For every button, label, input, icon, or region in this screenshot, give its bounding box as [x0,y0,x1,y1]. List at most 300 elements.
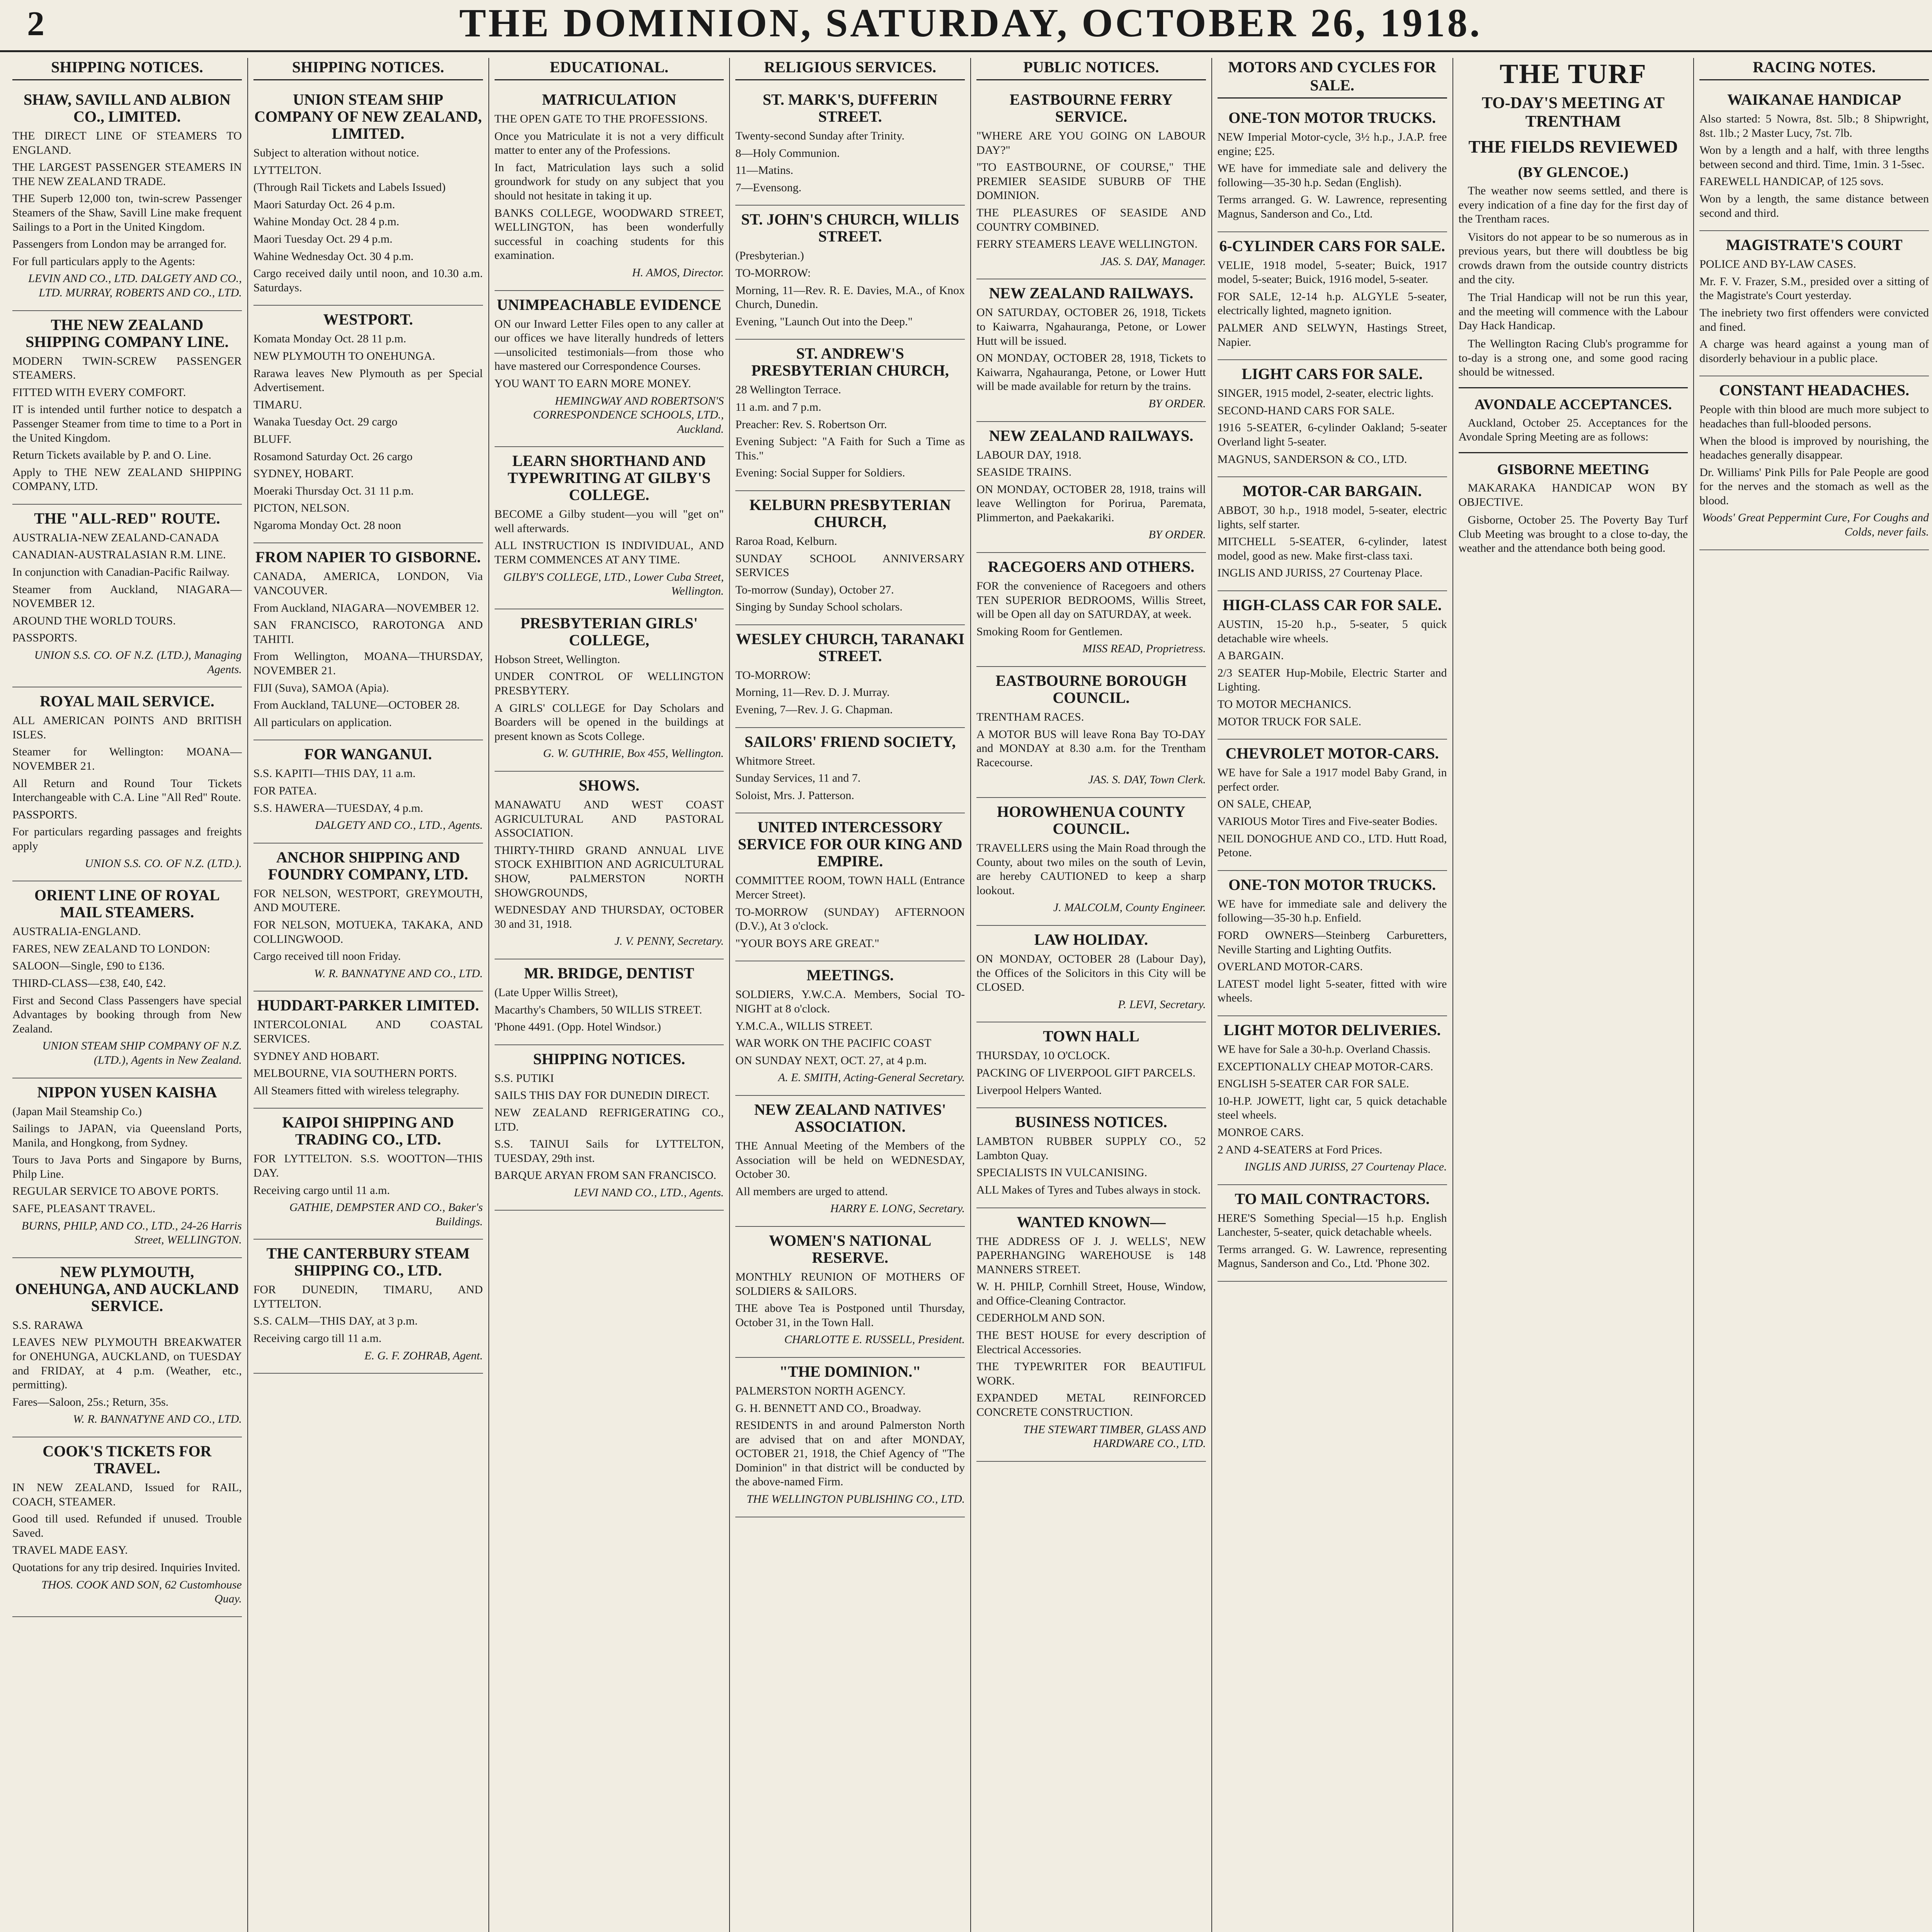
ad-line: POLICE AND BY-LAW CASES. [1699,258,1856,271]
advertisement [253,1109,483,1240]
ad-title: EASTBOURNE BOROUGH COUNCIL. [995,672,1187,707]
ad-signature: THOS. COOK AND SON, 62 Customhouse Quay. [41,1578,242,1605]
ad-line: Macarthy's Chambers, 50 WILLIS STREET. [494,1003,702,1016]
ad-line: Soloist, Mrs. J. Patterson. [735,789,854,802]
ad-line: Receiving cargo until 11 a.m. [253,1184,390,1197]
ad-line: Preacher: Rev. S. Robertson Orr. [735,418,887,431]
ad-line: FOR LYTTELTON. S.S. WOOTTON—THIS DAY. [253,1152,483,1179]
advertisement [12,881,242,1078]
ad-line: ON SALE, CHEAP, [1217,798,1312,811]
ad-line: Singing by Sunday School scholars. [735,600,903,614]
ad-line: Steamer for Wellington: MOANA—NOVEMBER 21. [12,745,242,772]
ad-line: 11 a.m. and 7 p.m. [735,400,821,413]
advertisement [1699,86,1929,231]
ad-line: CANADIAN-AUSTRALASIAN R.M. LINE. [12,548,226,561]
ad-line: ON MONDAY, OCTOBER 28, 1918, Tickets to Kaiwarra, Ngahauranga, Petone, or Lower Hutt will be made available for return by the trains. [976,352,1206,393]
ad-line: 10-H.P. JOWETT, light car, 5 quick detachable steel wheels. [1217,1094,1447,1122]
ad-line: Evening, "Launch Out into the Deep." [735,315,913,328]
advertisement [976,798,1206,926]
ad-line: BECOME a Gilby student—you will "get on" well afterwards. [494,508,724,535]
ad-line: UNDER CONTROL OF WELLINGTON PRESBYTERY. [494,670,724,697]
advertisement [735,961,965,1096]
ad-line: S.S. CALM—THIS DAY, at 3 p.m. [253,1315,418,1328]
ad-line: TO-MORROW: [735,266,811,279]
advertisement [1699,376,1929,550]
ad-line: THE ADDRESS OF J. J. WELLS', NEW PAPERHANGING WAREHOUSE is 148 MANNERS STREET. [976,1235,1206,1276]
ad-line: NEW ZEALAND REFRIGERATING CO., LTD. [494,1106,724,1133]
advertisement [495,609,724,772]
advertisement [735,813,965,961]
ad-line: In fact, Matriculation lays such a solid groundwork for study on any subject that you should not hesitate in taking it up. [494,161,724,202]
ad-title: BUSINESS NOTICES. [1015,1113,1167,1131]
ad-title: ROYAL MAIL SERVICE. [40,692,214,710]
advertisement [976,1108,1206,1208]
ad-title: KAIPOI SHIPPING AND TRADING CO., LTD. [282,1114,454,1148]
advertisement [1218,477,1447,591]
ad-line: ABBOT, 30 h.p., 1918 model, 5-seater, electric lights, self starter. [1217,504,1447,531]
advertisement [12,505,242,687]
ad-signature: G. W. GUTHRIE, Box 455, Wellington. [543,747,724,760]
ad-line: From Auckland, NIAGARA—NOVEMBER 12. [253,601,479,614]
ad-title: THE "ALL-RED" ROUTE. [34,509,220,527]
ad-line: WEDNESDAY AND THURSDAY, OCTOBER 30 and 31, 1918. [494,903,724,930]
advertisement [735,1227,965,1358]
ad-line: THE OPEN GATE TO THE PROFESSIONS. [494,112,708,125]
ad-title: ONE-TON MOTOR TRUCKS. [1228,109,1436,126]
ad-line: Rarawa leaves New Plymouth as per Special Advertisement. [253,367,483,394]
ad-line: WE have for immediate sale and delivery the following—35-30 h.p. Enfield. [1217,897,1447,925]
ad-line: 'Phone 4491. (Opp. Hotel Windsor.) [494,1020,661,1034]
ad-line: ON SUNDAY NEXT, OCT. 27, at 4 p.m. [735,1054,927,1067]
ad-line: BANKS COLLEGE, WOODWARD STREET, WELLINGTON, has been wonderfully successful in coaching students for this examination. [494,206,724,262]
story-paragraph: Visitors do not appear to be so numerous as in previous years, but there will doubtless be big crowds drawn from the outside country districts and the city. [1458,230,1688,286]
ad-title: UNION STEAM SHIP COMPANY OF NEW ZEALAND, LIMITED. [254,91,482,142]
ad-title: KELBURN PRESBYTERIAN CHURCH, [749,496,951,531]
ad-line: LABOUR DAY, 1918. [976,448,1082,461]
ad-line: A MOTOR BUS will leave Rona Bay TO-DAY and MONDAY at 8.30 a.m. for the Trentham Racecourse. [976,728,1206,769]
ad-line: FOR NELSON, MOTUEKA, TAKAKA, AND COLLINGWOOD. [253,918,483,946]
ad-line: FOR DUNEDIN, TIMARU, AND LYTTELTON. [253,1283,483,1310]
ad-title: "THE DOMINION." [779,1362,921,1380]
ad-title: SHOWS. [579,777,639,794]
ad-line: Mr. F. V. Frazer, S.M., presided over a sitting of the Magistrate's Court yesterday. [1699,275,1929,302]
advertisement [12,1258,242,1437]
ad-line: When the blood is improved by nourishing, the headaches generally disappear. [1699,434,1929,462]
turf-story [1459,164,1688,556]
ad-line: THIRTY-THIRD GRAND ANNUAL LIVE STOCK EXHIBITION AND AGRICULTURAL SHOW, PALMERSTON NORTH SHOWGROUNDS, [494,844,724,899]
ad-line: THIRD-CLASS—£38, £40, £42. [12,976,166,990]
advertisement [976,553,1206,667]
ad-line: FARES, NEW ZEALAND TO LONDON: [12,942,210,955]
ad-signature: BURNS, PHILP, AND CO., LTD., 24-26 Harris Street, WELLINGTON. [21,1219,242,1247]
ad-line: FOR PATEA. [253,784,317,797]
ad-line: FOR the convenience of Racegoers and others TEN SUPERIOR BEDROOMS, Willis Street, will be Open all day on SATURDAY, at week. [976,580,1206,621]
ad-line: VELIE, 1918 model, 5-seater; Buick, 1917 model, 5-seater; Buick, 1916 model, 5-seater. [1217,259,1447,286]
ad-line: BARQUE ARYAN FROM SAN FRANCISCO. [494,1169,716,1182]
advertisement [1218,1185,1447,1282]
advertisement [495,959,724,1045]
advertisement [1218,232,1447,361]
column-header: RELIGIOUS SERVICES. [735,58,965,80]
ad-line: From Auckland, TALUNE—OCTOBER 28. [253,699,460,712]
ad-line: NEW PLYMOUTH TO ONEHUNGA. [253,349,435,362]
ad-title: UNIMPEACHABLE EVIDENCE [497,296,721,313]
ad-line: S.S. TAINUI Sails for LYTTELTON, TUESDAY, 29th inst. [494,1138,724,1165]
advertisement [976,279,1206,422]
ad-title: WOMEN'S NATIONAL RESERVE. [769,1231,932,1266]
ad-line: (Presbyterian.) [735,249,804,262]
ad-line: TO-MORROW (SUNDAY) AFTERNOON (D.V.), At 3 o'clock. [735,905,965,933]
avondale-heading: AVONDALE ACCEPTANCES. [1474,396,1672,413]
ad-signature: HEMINGWAY AND ROBERTSON'S CORRESPONDENCE SCHOOLS, LTD., Auckland. [533,394,724,435]
ad-line: THE BEST HOUSE for every description of Electrical Accessories. [976,1329,1206,1356]
ad-title: SHAW, SAVILL AND ALBION CO., LIMITED. [23,91,231,125]
ad-line: PALMER AND SELWYN, Hastings Street, Napier. [1217,321,1447,349]
ad-line: Return Tickets available by P. and O. Line. [12,449,211,462]
ad-line: THE Annual Meeting of the Members of the Association will be held on WEDNESDAY, October 30. [735,1139,965,1181]
ad-line: Y.M.C.A., WILLIS STREET. [735,1019,873,1032]
advertisement [735,491,965,625]
ad-title: EASTBOURNE FERRY SERVICE. [1009,91,1173,125]
turf-section-title: THE FIELDS REVIEWED [1468,137,1678,156]
ad-title: CONSTANT HEADACHES. [1719,381,1910,399]
ad-line: SYDNEY, HOBART. [253,467,354,480]
advertisement [253,1240,483,1374]
ad-signature: INGLIS AND JURISS, 27 Courtenay Place. [1244,1160,1447,1173]
ad-line: ENGLISH 5-SEATER CAR FOR SALE. [1217,1077,1409,1090]
column-7 [1453,58,1694,1932]
advertisement [1218,360,1447,477]
advertisement [253,543,483,740]
ad-line: IT is intended until further notice to despatch a Passenger Steamer from time to time to a Port in the United Kingdom. [12,403,242,444]
ad-title: ORIENT LINE OF ROYAL MAIL STEAMERS. [34,886,220,921]
ad-line: All members are urged to attend. [735,1185,888,1198]
ad-line: NEIL DONOGHUE AND CO., LTD. Hutt Road, Petone. [1217,832,1447,859]
ad-title: ANCHOR SHIPPING AND FOUNDRY COMPANY, LTD. [268,848,468,883]
ad-line: THURSDAY, 10 O'CLOCK. [976,1049,1110,1062]
ad-line: SECOND-HAND CARS FOR SALE. [1217,404,1395,417]
ad-line: Cargo received till noon Friday. [253,950,401,963]
ad-line: 11—Matins. [735,164,793,177]
ad-line: A GIRLS' COLLEGE for Day Scholars and Boarders will be opened in the buildings at present known as Scots College. [494,701,724,743]
advertisement [1699,231,1929,376]
ad-line: IN NEW ZEALAND, Issued for RAIL, COACH, STEAMER. [12,1481,242,1508]
ad-line: THE TYPEWRITER FOR BEAUTIFUL WORK. [976,1360,1206,1387]
ad-line: S.S. RARAWA [12,1318,83,1332]
page-number: 2 [27,5,44,43]
ad-line: S.S. PUTIKI [494,1071,554,1085]
ad-line: EXCEPTIONALLY CHEAP MOTOR-CARS. [1217,1060,1434,1073]
ad-title: SAILORS' FRIEND SOCIETY, [744,733,956,750]
ad-line: THE LARGEST PASSENGER STEAMERS IN THE NEW ZEALAND TRADE. [12,161,242,188]
ad-line: For full particulars apply to the Agents: [12,255,196,268]
ad-signature: UNION S.S. CO. OF N.Z. (LTD.), Managing Agents. [34,649,242,676]
ad-line: THE DIRECT LINE OF STEAMERS TO ENGLAND. [12,129,242,156]
ad-line: HERE'S Something Special—15 h.p. English Lanchester, 5-seater, quick detachable wheels. [1217,1211,1447,1239]
ad-line: WAR WORK ON THE PACIFIC COAST [735,1037,932,1050]
ad-title: WESTPORT. [323,311,413,328]
ad-line: (Late Upper Willis Street), [494,986,618,999]
column-1 [7,58,248,1932]
ad-title: MOTOR-CAR BARGAIN. [1242,482,1422,500]
ad-signature: MISS READ, Proprietress. [1082,642,1206,655]
ad-line: WE have for Sale a 1917 model Baby Grand, in perfect order. [1217,766,1447,793]
ad-line: Wanaka Tuesday Oct. 29 cargo [253,415,398,429]
ad-line: For particulars regarding passages and freights apply [12,825,242,852]
gisborne-heading: GISBORNE MEETING [1497,461,1650,478]
advertisement [735,625,965,728]
ad-signature: THE STEWART TIMBER, GLASS AND HARDWARE CO., LTD. [1023,1423,1206,1450]
ad-title: UNITED INTERCESSORY SERVICE FOR OUR KING AND EMPIRE. [738,818,963,870]
ad-line: PALMERSTON NORTH AGENCY. [735,1384,906,1397]
ad-line: TRAVEL MADE EASY. [12,1544,128,1557]
ad-line: Apply to THE NEW ZEALAND SHIPPING COMPANY, LTD. [12,466,242,493]
ad-line: The inebriety two first offenders were convicted and fined. [1699,306,1929,333]
ad-line: LYTTELTON. [253,163,321,177]
ad-line: Moeraki Thursday Oct. 31 11 p.m. [253,484,414,497]
ad-line: ON SATURDAY, OCTOBER 26, 1918, Tickets to Kaiwarra, Ngahauranga, Petone, or Lower Hutt will be issued. [976,306,1206,347]
ad-line: Receiving cargo till 11 a.m. [253,1332,382,1345]
advertisement [976,926,1206,1022]
advertisement [495,772,724,959]
advertisement [253,306,483,543]
ad-title: LIGHT CARS FOR SALE. [1242,365,1423,383]
ad-signature: BY ORDER. [1148,397,1206,410]
advertisement [976,1208,1206,1462]
ad-title: TO MAIL CONTRACTORS. [1235,1190,1430,1208]
ad-line: All particulars on application. [253,716,392,729]
ad-line: Rosamond Saturday Oct. 26 cargo [253,450,413,463]
ad-line: MONTHLY REUNION OF MOTHERS OF SOLDIERS & SAILORS. [735,1270,965,1298]
ad-line: THE PLEASURES OF SEASIDE AND COUNTRY COMBINED. [976,206,1206,233]
ad-signature: GILBY'S COLLEGE, LTD., Lower Cuba Street, Wellington. [503,570,724,598]
ad-title: FROM NAPIER TO GISBORNE. [255,548,481,566]
ad-line: PICTON, NELSON. [253,502,350,515]
ad-line: All Return and Round Tour Tickets Interchangeable with C.A. Line "All Red" Route. [12,777,242,804]
ad-line: Twenty-second Sunday after Trinity. [735,129,905,142]
ad-line: MITCHELL 5-SEATER, 6-cylinder, latest model, good as new. Make first-class taxi. [1217,535,1447,562]
ad-line: AROUND THE WORLD TOURS. [12,614,176,627]
ad-line: Evening: Social Supper for Soldiers. [735,466,905,480]
ad-title: MEETINGS. [806,966,894,984]
ad-signature: J. MALCOLM, County Engineer. [1053,901,1206,914]
ad-line: WE have for Sale a 30-h.p. Overland Chassis. [1217,1043,1431,1056]
ad-line: SAILS THIS DAY FOR DUNEDIN DIRECT. [494,1089,710,1102]
advertisement [735,206,965,340]
advertisement [735,340,965,491]
ad-line: Cargo received daily until noon, and 10.30 a.m. Saturdays. [253,267,483,294]
ad-line: MELBOURNE, VIA SOUTHERN PORTS. [253,1067,457,1080]
ad-title: FOR WANGANUI. [304,745,432,763]
advertisement [1218,104,1447,232]
ad-line: CANADA, AMERICA, LONDON, Via VANCOUVER. [253,570,483,597]
ad-line: SYDNEY AND HOBART. [253,1049,379,1063]
ad-line: Sailings to JAPAN, via Queensland Ports, Manila, and Hongkong, from Sydney. [12,1122,242,1149]
ad-line: FORD OWNERS—Steinberg Carburetters, Neville Starting and Lighting Outfits. [1217,929,1447,956]
advertisement [253,992,483,1109]
ad-signature: GATHIE, DEMPSTER AND CO., Baker's Buildings. [289,1201,483,1228]
advertisement [1218,740,1447,871]
ad-signature: Woods' Great Peppermint Cure, For Coughs and Colds, never fails. [1702,511,1929,539]
ad-line: A charge was heard against a young man of disorderly behaviour in a public place. [1699,338,1929,365]
ad-line: Steamer from Auckland, NIAGARA—NOVEMBER 12. [12,583,242,610]
ad-title: HOROWHENUA COUNTY COUNCIL. [997,803,1185,837]
ad-line: Hobson Street, Wellington. [494,653,620,666]
masthead [0,0,1932,52]
ad-line: LAMBTON RUBBER SUPPLY CO., 52 Lambton Quay. [976,1135,1206,1162]
ad-line: Evening, 7—Rev. J. G. Chapman. [735,703,893,716]
ad-line: Tours to Java Ports and Singapore by Burns, Philp Line. [12,1153,242,1180]
ad-line: NEW Imperial Motor-cycle, 3½ h.p., J.A.P. free engine; £25. [1217,131,1447,158]
ad-line: ALL Makes of Tyres and Tubes always in stock. [976,1183,1201,1196]
ad-line: FOR NELSON, WESTPORT, GREYMOUTH, AND MOUTERE. [253,887,483,914]
ad-line: 2/3 SEATER Hup-Mobile, Electric Starter and Lighting. [1217,666,1447,694]
advertisement [253,844,483,992]
ad-line: SOLDIERS, Y.W.C.A. Members, Social TO-NIGHT at 8 o'clock. [735,988,965,1015]
ad-line: Good till used. Refunded if unused. Trouble Saved. [12,1512,242,1539]
ad-line: S.S. KAPITI—THIS DAY, 11 a.m. [253,767,416,780]
ad-line: Smoking Room for Gentlemen. [976,625,1123,638]
column-header: SHIPPING NOTICES. [12,58,242,80]
ad-line: W. H. PHILP, Cornhill Street, House, Window, and Office-Cleaning Contractor. [976,1280,1206,1307]
ad-line: CEDERHOLM AND SON. [976,1311,1105,1325]
ad-title: WAIKANAE HANDICAP [1727,91,1901,108]
ad-line: MANAWATU AND WEST COAST AGRICULTURAL AND PASTORAL ASSOCIATION. [494,798,724,840]
ad-line: "WHERE ARE YOU GOING ON LABOUR DAY?" [976,129,1206,156]
turf-byline: (BY GLENCOE.) [1518,164,1629,180]
ad-title: COOK'S TICKETS FOR TRAVEL. [43,1442,212,1477]
ad-signature: A. E. SMITH, Acting-General Secretary. [778,1071,965,1084]
ad-title: NEW PLYMOUTH, ONEHUNGA, AND AUCKLAND SERVICE. [15,1263,239,1315]
ad-line: Won by a length and a half, with three lengths between second and third. Time, 1min. 3 1-5sec. [1699,144,1929,171]
ad-line: PASSPORTS. [12,631,78,645]
ad-line: Subject to alteration without notice. [253,146,419,159]
ad-line: AUSTRALIA-ENGLAND. [12,925,141,938]
ad-line: FIJI (Suva), SAMOA (Apia). [253,681,389,694]
ad-title: THE NEW ZEALAND SHIPPING COMPANY LINE. [26,316,229,350]
ad-line: Ngaroma Monday Oct. 28 noon [253,519,401,532]
advertisement [12,311,242,505]
ad-signature: JAS. S. DAY, Town Clerk. [1088,773,1206,786]
ad-line: FAREWELL HANDICAP, of 125 sovs. [1699,175,1884,188]
ad-title: NEW ZEALAND RAILWAYS. [989,427,1194,444]
ad-title: ST. MARK'S, DUFFERIN STREET. [762,91,938,125]
ad-line: LATEST model light 5-seater, fitted with wire wheels. [1217,977,1447,1005]
advertisement [12,1078,242,1258]
ad-line: Passengers from London may be arranged for. [12,238,227,251]
ad-title: CHEVROLET MOTOR-CARS. [1225,745,1439,762]
ad-line: In conjunction with Canadian-Pacific Railway. [12,566,230,579]
ad-line: FERRY STEAMERS LEAVE WELLINGTON. [976,238,1198,251]
ad-line: REGULAR SERVICE TO ABOVE PORTS. [12,1185,219,1198]
turf-subheading: TO-DAY'S MEETING AT TRENTHAM [1481,94,1665,131]
ad-line: SALOON—Single, £90 to £136. [12,959,165,973]
ad-line: TRENTHAM RACES. [976,711,1084,724]
column-header: MOTORS AND CYCLES FOR SALE. [1218,58,1447,99]
ad-line: FOR SALE, 12-14 h.p. ALGYLE 5-seater, electrically lighted, magneto ignition. [1217,290,1447,317]
ad-line: LEAVES NEW PLYMOUTH BREAKWATER for ONEHUNGA, AUCKLAND, on TUESDAY and FRIDAY, at 4 p.m. (Weather, etc., permitting). [12,1336,242,1391]
advertisement [976,86,1206,279]
ad-line: Terms arranged. G. W. Lawrence, representing Magnus, Sanderson and Co., Ltd. 'Phone 302. [1217,1243,1447,1270]
ad-signature: DALGETY AND CO., LTD., Agents. [315,819,483,832]
ad-line: SINGER, 1915 model, 2-seater, electric lights. [1217,387,1434,400]
ad-line: SAN FRANCISCO, RAROTONGA AND TAHITI. [253,619,483,646]
ad-line: 1916 5-SEATER, 6-cylinder Oakland; 5-seater Overland light 5-seater. [1217,421,1447,448]
ad-line: 8—Holy Communion. [735,146,840,160]
ad-line: 28 Wellington Terrace. [735,383,841,396]
ad-signature: E. G. F. ZOHRAB, Agent. [364,1349,483,1362]
ad-line: SAFE, PLEASANT TRAVEL. [12,1202,156,1215]
advertisement [495,86,724,291]
divider [1459,452,1688,453]
ad-title: ST. JOHN'S CHURCH, WILLIS STREET. [741,211,959,245]
ad-line: (Through Rail Tickets and Labels Issued) [253,181,446,194]
ad-title: NEW ZEALAND RAILWAYS. [989,284,1194,302]
ad-signature: H. AMOS, Director. [632,266,724,279]
advertisement [976,667,1206,798]
ad-line: PACKING OF LIVERPOOL GIFT PARCELS. [976,1066,1196,1079]
column-8 [1694,58,1932,1932]
ad-title: WANTED KNOWN— [1017,1213,1166,1231]
ad-line: To-morrow (Sunday), October 27. [735,583,894,596]
ad-signature: UNION STEAM SHIP COMPANY OF N.Z. (LTD.), Agents in New Zealand. [42,1039,242,1066]
ad-title: HUDDART-PARKER LIMITED. [257,997,479,1014]
advertisement [976,422,1206,553]
ad-line: INGLIS AND JURISS, 27 Courtenay Place. [1217,566,1423,580]
advertisement [12,86,242,311]
ad-line: Quotations for any trip desired. Inquiries Invited. [12,1561,240,1574]
ad-line: Sunday Services, 11 and 7. [735,772,861,785]
ad-signature: LEVI NAND CO., LTD., Agents. [574,1186,724,1199]
ad-line: AUSTRALIA-NEW ZEALAND-CANADA [12,531,219,544]
ad-line: MAGNUS, SANDERSON & CO., LTD. [1217,452,1407,466]
column-header: PUBLIC NOTICES. [976,58,1206,80]
ad-line: Won by a length, the same distance between second and third. [1699,192,1929,219]
story-paragraph: The weather now seems settled, and there is every indication of a fine day for the first day of the Trentham races. [1458,184,1688,226]
ad-signature: BY ORDER. [1148,528,1206,541]
ad-line: (Japan Mail Steamship Co.) [12,1105,142,1118]
advertisement [12,1437,242,1617]
story-paragraph: The Wellington Racing Club's programme for to-day is a strong one, and some good racing should be witnessed. [1458,337,1688,379]
advertisement [735,1096,965,1227]
ad-title: NEW ZEALAND NATIVES' ASSOCIATION. [754,1100,946,1135]
ad-line: TO MOTOR MECHANICS. [1217,698,1352,711]
ad-line: RESIDENTS in and around Palmerston North are advised that on and after MONDAY, OCTOBER 21, 1918, the Chief Agency of "The Dominion" in that district will be conducted by the above-named Firm. [735,1419,965,1488]
ad-line: All Steamers fitted with wireless telegraphy. [253,1084,459,1097]
ad-title: MAGISTRATE'S COURT [1726,236,1903,254]
column-2 [248,58,489,1932]
column-header: SHIPPING NOTICES. [253,58,483,80]
advertisement [495,447,724,609]
ad-title: TOWN HALL [1043,1027,1139,1045]
advertisement [1218,871,1447,1016]
ad-line: SEASIDE TRAINS. [976,466,1072,479]
ad-line: ON MONDAY, OCTOBER 28, 1918, trains will leave Wellington for Porirua, Paremata, Plimmerton, and Paekakariki. [976,483,1206,524]
ad-line: From Wellington, MOANA—THURSDAY, NOVEMBER 21. [253,650,483,677]
advertisement [735,86,965,206]
ad-title: 6-CYLINDER CARS FOR SALE. [1219,237,1445,255]
ad-line: Fares—Saloon, 25s.; Return, 35s. [12,1395,169,1408]
ad-line: BLUFF. [253,432,292,446]
ad-line: MODERN TWIN-SCREW PASSENGER STEAMERS. [12,354,242,382]
advertisement [735,1358,965,1517]
ad-line: G. H. BENNETT AND CO., Broadway. [735,1401,922,1415]
advertisement [735,728,965,814]
ad-line: Maori Tuesday Oct. 29 4 p.m. [253,232,393,245]
ad-signature: LEVIN AND CO., LTD. DALGETY AND CO., LTD. MURRAY, ROBERTS AND CO., LTD. [28,272,242,299]
ad-line: 2 AND 4-SEATERS at Ford Prices. [1217,1143,1383,1156]
ad-line: TRAVELLERS using the Main Road through the County, about two miles on the south of Levin, are hereby CAUTIONED to keep a sharp lookout. [976,842,1206,897]
